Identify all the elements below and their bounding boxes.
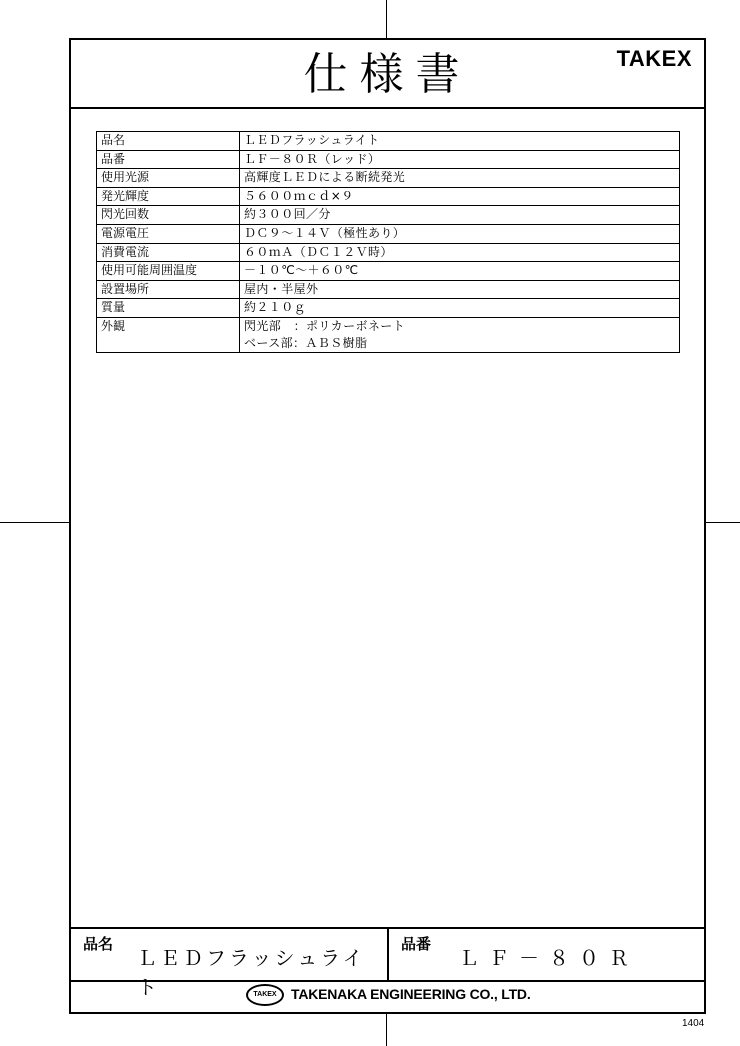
crop-mark-top (386, 0, 387, 38)
spec-label: 閃光回数 (97, 206, 240, 225)
spec-label: 使用可能周囲温度 (97, 262, 240, 281)
table-row (97, 169, 680, 188)
table-row (97, 224, 680, 243)
crop-mark-bottom (386, 1012, 387, 1046)
spec-value-line: ５６００ｍｃｄ×９ (244, 188, 354, 203)
spec-label: 品名 (97, 132, 240, 151)
footer-number-label: 品番 (401, 935, 432, 953)
document-title: 仕様書 (303, 49, 472, 100)
spec-label: 電源電圧 (97, 224, 240, 243)
spec-value-line: 約２１０ｇ (244, 300, 307, 315)
spec-label: 使用光源 (97, 169, 240, 188)
footer-name-value: ＬＥＤフラッシュライト (137, 946, 366, 999)
table-row (97, 299, 680, 318)
spec-value-line: 閃光部 ：ポリカーボネート (244, 318, 406, 333)
spec-value (240, 132, 680, 151)
spec-value-line: ベース部：ＡＢＳ樹脂 (244, 335, 368, 350)
spec-value-line: ＬＥＤフラッシュライト (244, 133, 380, 147)
spec-value-line: 屋内・半屋外 (244, 281, 319, 296)
table-row (97, 132, 680, 151)
table-row (97, 317, 680, 352)
spec-value (240, 169, 680, 188)
spec-value (240, 280, 680, 299)
spec-value (240, 187, 680, 206)
page-code: 1404 (682, 1018, 705, 1029)
spec-value-line: －１０℃～＋６０℃ (244, 263, 359, 278)
spec-value-line: 高輝度ＬＥＤによる断続発光 (244, 170, 406, 185)
company-name: TAKENAKA ENGINEERING CO., LTD. (291, 986, 531, 1002)
footer-number-value: ＬＦ－８０Ｒ (459, 946, 639, 970)
company-logo-icon: TAKEX (246, 984, 284, 1006)
spec-label: 質量 (97, 299, 240, 318)
spec-value-line: ６０ｍＡ（ＤＣ１２Ｖ時） (244, 244, 393, 259)
spec-value-line: 約３００回／分 (244, 207, 331, 222)
footer-name-label: 品名 (83, 935, 114, 953)
table-row (97, 206, 680, 225)
spec-value-line: ＤＣ９～１４Ｖ（極性あり） (244, 225, 406, 240)
spec-label: 外観 (97, 317, 240, 352)
spec-label: 設置場所 (97, 280, 240, 299)
table-row (97, 187, 680, 206)
crop-mark-left (0, 522, 69, 523)
spec-value (240, 317, 680, 352)
table-row (97, 262, 680, 281)
table-row (97, 280, 680, 299)
crop-mark-right (704, 522, 740, 523)
spec-value (240, 262, 680, 281)
brand-logo: TAKEX (616, 46, 692, 71)
spec-value (240, 224, 680, 243)
footer-number-cell (389, 929, 704, 980)
table-row (97, 150, 680, 169)
spec-value (240, 206, 680, 225)
spec-label: 発光輝度 (97, 187, 240, 206)
spec-value (240, 150, 680, 169)
company-block (71, 980, 704, 1012)
spec-value (240, 299, 680, 318)
spec-label: 品番 (97, 150, 240, 169)
spec-table (96, 131, 680, 353)
spec-table-body (97, 132, 680, 353)
spec-value-line: ＬＦ－８０Ｒ（レッド） (244, 151, 381, 166)
spec-value (240, 243, 680, 262)
spec-sheet (69, 38, 706, 1014)
table-row (97, 243, 680, 262)
header (71, 40, 704, 109)
spec-label: 消費電流 (97, 243, 240, 262)
